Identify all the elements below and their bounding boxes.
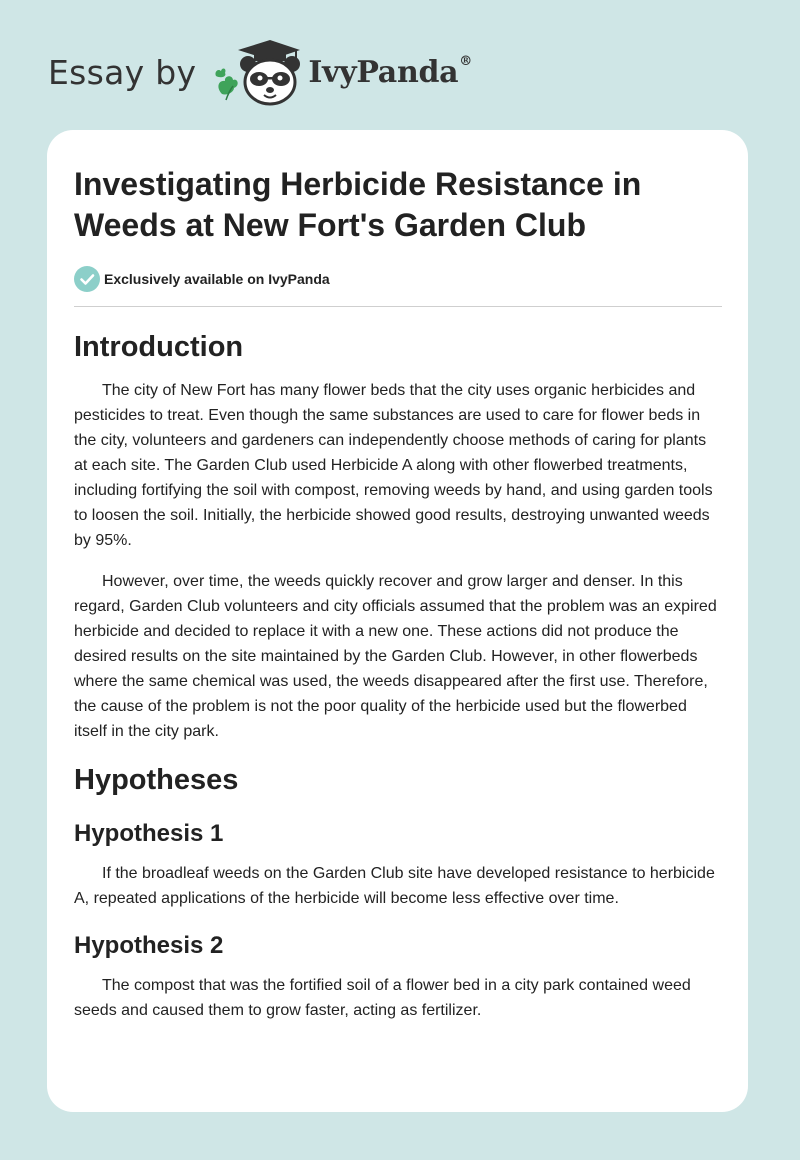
essay-card <box>47 130 748 1112</box>
brand-name: IvyPanda® <box>308 53 472 90</box>
exclusive-badge <box>74 266 722 292</box>
essay-title: Investigating Herbicide Resistance in Weeds at New Fort's Garden Club <box>74 166 642 243</box>
hypothesis-2-text: The compost that was the fortified soil of a flower bed in a city park contained weed seeds and caused them to grow faster, acting as fertilizer. <box>74 977 691 1019</box>
hypothesis-2-heading: Hypothesis 2 <box>74 932 224 959</box>
brand-header <box>48 36 472 108</box>
hypothesis-1-text: If the broadleaf weeds on the Garden Club site have developed resistance to herbicide A, repeated applications of the herbicide will become less effective over time. <box>74 865 715 907</box>
panda-logo-icon[interactable] <box>212 36 304 108</box>
check-circle-icon <box>74 266 100 292</box>
hypotheses-heading: Hypotheses <box>74 764 239 796</box>
exclusive-badge-label: Exclusively available on IvyPanda <box>104 271 330 287</box>
hypothesis-1-heading: Hypothesis 1 <box>74 820 224 847</box>
title-divider <box>74 306 722 307</box>
introduction-paragraph-1: The city of New Fort has many flower beds that the city uses organic herbicides and pesticides to treat. Even though the same substances are used to care for flower beds in the city, volunteers and gardeners can independently choose methods of caring for plants at each site. The Garden Club used Herbicide A along with other flowerbed treatments, including fortifying the soil with compost, removing weeds by hand, and using garden tools to loosen the soil. Initially, the herbicide showed good results, destroying unwanted weeds by 95%. <box>74 382 713 549</box>
introduction-paragraph-2: However, over time, the weeds quickly recover and grow larger and denser. In this regard, Garden Club volunteers and city officials assumed that the problem was an expired herbicide and decided to replace it with a new one. These actions did not produce the desired results on the site maintained by the Garden Club. However, in other flowerbeds where the same chemical was used, the weeds disappeared after the first use. Therefore, the cause of the problem is not the poor quality of the herbicide used but the flowerbed itself in the city park. <box>74 573 717 740</box>
introduction-heading: Introduction <box>74 331 244 363</box>
brand-prefix: Essay by <box>48 52 197 92</box>
